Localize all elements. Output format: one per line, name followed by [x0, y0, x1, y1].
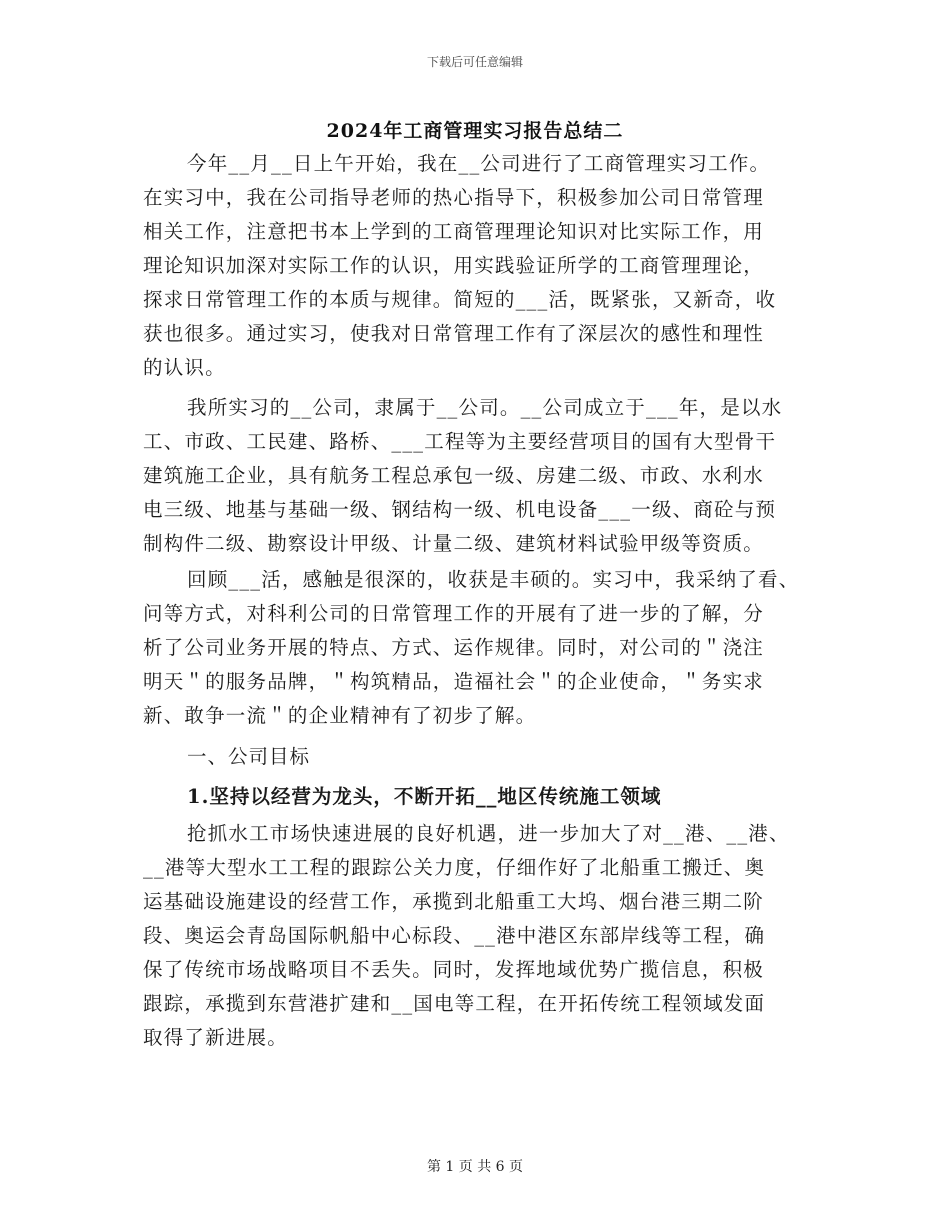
document-title: 2024年工商管理实习报告总结二	[326, 120, 624, 142]
text-line: 取得了新进展。	[143, 1026, 288, 1049]
text-line: 理论知识加深对实际工作的认识，用实践验证所学的工商管理理论，	[143, 254, 765, 277]
subsection-heading: 1.坚持以经营为龙头，不断开拓__地区传统施工领域	[187, 785, 662, 808]
text-line: 今年__月__日上午开始，我在__公司进行了工商管理实习工作。	[187, 152, 771, 175]
text-line: 相关工作，注意把书本上学到的工商管理理论知识对比实际工作，用	[143, 220, 765, 243]
text-line: __港等大型水工工程的跟踪公关力度，仔细作好了北船重工搬迁、奥	[143, 856, 766, 879]
text-line: 运基础设施建设的经营工作，承揽到北船重工大坞、烟台港三期二阶	[143, 890, 765, 913]
text-line: 问等方式，对科利公司的日常管理工作的开展有了进一步的了解，分	[143, 602, 765, 625]
paragraph-1	[143, 147, 823, 385]
text-line: 探求日常管理工作的本质与规律。简短的___活，既紧张，又新奇，收	[143, 288, 777, 311]
text-line: 新、敢争一流＂的企业精神有了初步了解。	[143, 704, 537, 727]
paragraph-2	[143, 391, 823, 561]
text-line: 制构件二级、勘察设计甲级、计量二级、建筑材料试验甲级等资质。	[143, 532, 765, 555]
text-line: 获也很多。通过实习，使我对日常管理工作有了深层次的感性和理性	[143, 322, 765, 345]
section-heading: 一、公司目标	[187, 745, 311, 768]
page-header-note: 下载后可任意编辑	[426, 55, 523, 69]
text-line: 回顾___活，感触是很深的，收获是丰硕的。实习中，我采纳了看、	[187, 568, 800, 591]
text-line: 抢抓水工市场快速进展的良好机遇，进一步加大了对__港、__港、	[187, 822, 790, 845]
text-line: 电三级、地基与基础一级、钢结构一级、机电设备___一级、商砼与预	[143, 498, 777, 521]
text-line: 在实习中，我在公司指导老师的热心指导下，积极参加公司日常管理	[143, 186, 765, 209]
text-line: 的认识。	[143, 356, 226, 379]
text-line: 段、奥运会青岛国际帆船中心标段、__港中港区东部岸线等工程，确	[143, 924, 766, 947]
text-line: 跟踪，承揽到东营港扩建和__国电等工程，在开拓传统工程领域发面	[143, 992, 766, 1015]
document-body	[143, 147, 823, 1055]
text-line: 析了公司业务开展的特点、方式、运作规律。同时，对公司的＂浇注	[143, 636, 765, 659]
text-line: 保了传统市场战略项目不丢失。同时，发挥地域优势广揽信息，积极	[143, 958, 765, 981]
text-line: 我所实习的__公司，隶属于__公司。__公司成立于___年，是以水	[187, 396, 783, 419]
page-number: 第 1 页 共 6 页	[426, 1159, 524, 1175]
text-line: 建筑施工企业，具有航务工程总承包一级、房建二级、市政、水利水	[143, 464, 765, 487]
paragraph-4	[143, 817, 823, 1055]
text-line: 工、市政、工民建、路桥、___工程等为主要经营项目的国有大型骨干	[143, 430, 777, 453]
paragraph-3	[143, 563, 823, 733]
text-line: 明天＂的服务品牌，＂构筑精品，造福社会＂的企业使命，＂务实求	[143, 670, 765, 693]
